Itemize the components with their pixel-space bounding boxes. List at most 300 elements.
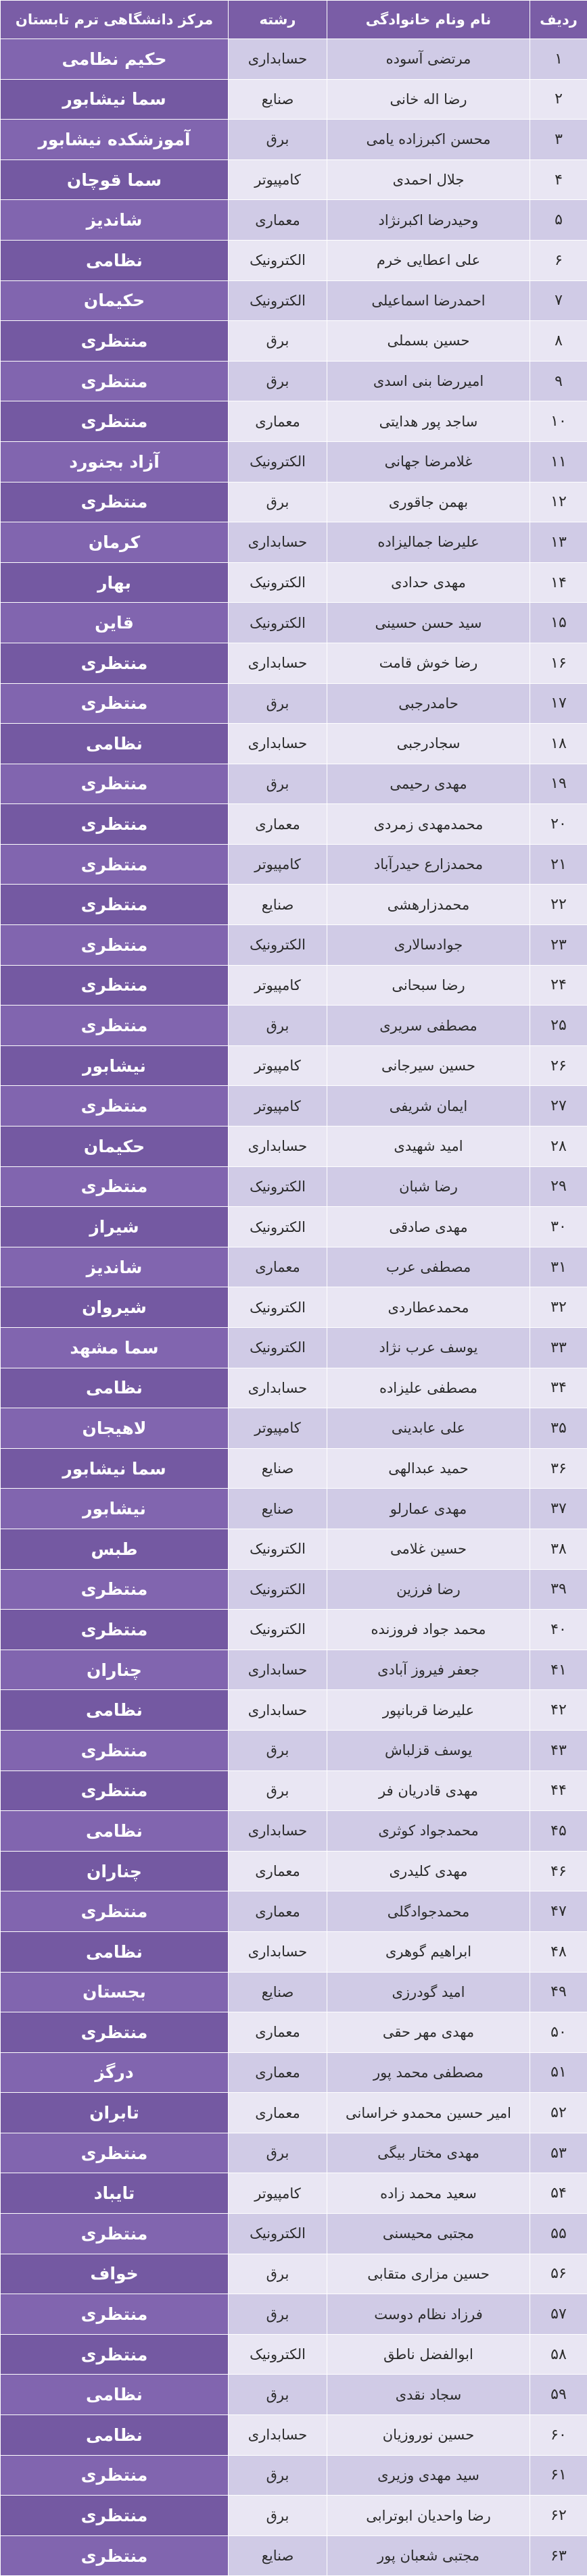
table-row (1, 482, 587, 522)
table-row (1, 1247, 587, 1287)
table-row (1, 1408, 587, 1449)
field-of-study: برق (229, 321, 327, 362)
table-row (1, 1529, 587, 1569)
university-center: شاندیز (1, 200, 229, 241)
university-center: نظامی (1, 2415, 229, 2456)
field-of-study: برق (229, 2496, 327, 2536)
university-center: منتظری (1, 844, 229, 885)
university-center: منتظری (1, 965, 229, 1006)
field-of-study: الکترونیک (229, 1328, 327, 1368)
table-row (1, 120, 587, 160)
university-center: سما مشهد (1, 1328, 229, 1368)
row-number: ۶۰ (530, 2415, 587, 2456)
table-row (1, 1811, 587, 1852)
table-row (1, 2375, 587, 2415)
field-of-study: برق (229, 2254, 327, 2294)
student-name: ساجد پور هدایتی (327, 401, 530, 442)
field-of-study: الکترونیک (229, 441, 327, 482)
header-name: نام ونام خانوادگی (327, 1, 530, 39)
row-number: ۳ (530, 120, 587, 160)
university-center: درگز (1, 2052, 229, 2093)
table-row (1, 2052, 587, 2093)
field-of-study: الکترونیک (229, 2214, 327, 2254)
university-center: بهار (1, 562, 229, 603)
row-number: ۲۱ (530, 844, 587, 885)
table-row (1, 562, 587, 603)
table-row (1, 1045, 587, 1086)
table-row (1, 2415, 587, 2456)
table-row (1, 2535, 587, 2576)
university-center: تایباد (1, 2173, 229, 2214)
university-center: حکیمان (1, 280, 229, 321)
row-number: ۳۸ (530, 1529, 587, 1569)
field-of-study: حسابداری (229, 2415, 327, 2456)
student-name: غلامرضا جهانی (327, 441, 530, 482)
university-center: منتظری (1, 683, 229, 724)
field-of-study: الکترونیک (229, 1529, 327, 1569)
table-row (1, 804, 587, 845)
university-center: چناران (1, 1851, 229, 1891)
student-name: محمدعطاردی (327, 1287, 530, 1328)
row-number: ۵۳ (530, 2133, 587, 2173)
student-name: مهدی قادریان فر (327, 1770, 530, 1811)
field-of-study: کامپیوتر (229, 159, 327, 200)
university-center: نظامی (1, 1690, 229, 1731)
university-center: منتظری (1, 643, 229, 683)
row-number: ۲۳ (530, 925, 587, 966)
field-of-study: صنایع (229, 1489, 327, 1529)
student-name: حسین مزاری متقابی (327, 2254, 530, 2294)
row-number: ۵۱ (530, 2052, 587, 2093)
student-name: جوادسالاری (327, 925, 530, 966)
table-row (1, 240, 587, 280)
university-center: منتظری (1, 804, 229, 845)
university-center: منتظری (1, 1086, 229, 1126)
table-row (1, 200, 587, 241)
table-row (1, 764, 587, 804)
student-name: ایمان شریفی (327, 1086, 530, 1126)
row-number: ۲۰ (530, 804, 587, 845)
table-row (1, 1569, 587, 1610)
row-number: ۴۳ (530, 1730, 587, 1770)
field-of-study: الکترونیک (229, 1287, 327, 1328)
table-row (1, 1972, 587, 2012)
table-row (1, 925, 587, 966)
table-row (1, 1851, 587, 1891)
table-row (1, 885, 587, 925)
university-center: منتظری (1, 925, 229, 966)
university-center: منتظری (1, 2294, 229, 2335)
student-name: مجتبی شعبان پور (327, 2535, 530, 2576)
row-number: ۶۱ (530, 2455, 587, 2496)
table-body (1, 39, 587, 2576)
field-of-study: معماری (229, 200, 327, 241)
university-center: نیشابور (1, 1045, 229, 1086)
university-center: تابران (1, 2093, 229, 2133)
table-row (1, 1126, 587, 1167)
row-number: ۵۸ (530, 2334, 587, 2375)
field-of-study: برق (229, 2294, 327, 2335)
university-center: لاهیجان (1, 1408, 229, 1449)
table-row (1, 159, 587, 200)
student-name: حسین نوروزیان (327, 2415, 530, 2456)
student-name: احمدرضا اسماعیلی (327, 280, 530, 321)
field-of-study: معماری (229, 1247, 327, 1287)
field-of-study: الکترونیک (229, 1166, 327, 1207)
student-name: رضا سبحانی (327, 965, 530, 1006)
table-row (1, 1610, 587, 1650)
student-name: رضا اله خانی (327, 79, 530, 120)
university-center: منتظری (1, 2535, 229, 2576)
university-center: منتظری (1, 2334, 229, 2375)
university-center: منتظری (1, 1569, 229, 1610)
student-name: علیرضا قربانپور (327, 1690, 530, 1731)
field-of-study: الکترونیک (229, 240, 327, 280)
field-of-study: کامپیوتر (229, 1086, 327, 1126)
university-center: آزاد بجنورد (1, 441, 229, 482)
student-name: محمدجواد کوثری (327, 1811, 530, 1852)
row-number: ۶۲ (530, 2496, 587, 2536)
university-center: منتظری (1, 2214, 229, 2254)
field-of-study: برق (229, 764, 327, 804)
field-of-study: حسابداری (229, 1931, 327, 1972)
university-center: آموزشکده نیشابور (1, 120, 229, 160)
table-row (1, 522, 587, 563)
university-center: منتظری (1, 2133, 229, 2173)
field-of-study: کامپیوتر (229, 965, 327, 1006)
student-name: یوسف عرب نژاد (327, 1328, 530, 1368)
university-center: نظامی (1, 1931, 229, 1972)
student-name: جعفر فیروز آبادی (327, 1650, 530, 1690)
student-name: فرزاد نظام دوست (327, 2294, 530, 2335)
table-row (1, 1650, 587, 1690)
field-of-study: صنایع (229, 1448, 327, 1489)
row-number: ۴۸ (530, 1931, 587, 1972)
row-number: ۵۲ (530, 2093, 587, 2133)
table-row (1, 844, 587, 885)
university-center: طبس (1, 1529, 229, 1569)
row-number: ۶۳ (530, 2535, 587, 2576)
university-center: نظامی (1, 1368, 229, 1408)
table-row (1, 2093, 587, 2133)
row-number: ۲۷ (530, 1086, 587, 1126)
table-row (1, 280, 587, 321)
row-number: ۱ (530, 39, 587, 80)
student-name: رضا فرزین (327, 1569, 530, 1610)
row-number: ۵۵ (530, 2214, 587, 2254)
student-name: محمدزارع حیدرآباد (327, 844, 530, 885)
table-row (1, 2294, 587, 2335)
table-row (1, 1931, 587, 1972)
university-center: منتظری (1, 482, 229, 522)
student-name: سجادرجبی (327, 724, 530, 764)
university-center: منتظری (1, 2012, 229, 2053)
table-row (1, 2173, 587, 2214)
student-name: محمد جواد فروزنده (327, 1610, 530, 1650)
university-center: نظامی (1, 724, 229, 764)
table-row (1, 1086, 587, 1126)
student-name: سید حسن حسینی (327, 603, 530, 643)
table-row (1, 39, 587, 80)
student-name: مهدی صادقی (327, 1207, 530, 1247)
table-row (1, 2012, 587, 2053)
university-center: منتظری (1, 1166, 229, 1207)
field-of-study: حسابداری (229, 522, 327, 563)
student-name: رضا شبان (327, 1166, 530, 1207)
row-number: ۵۹ (530, 2375, 587, 2415)
student-name: مجتبی محیسنی (327, 2214, 530, 2254)
table-row (1, 1730, 587, 1770)
row-number: ۸ (530, 321, 587, 362)
header-field: رشته (229, 1, 327, 39)
row-number: ۳۵ (530, 1408, 587, 1449)
university-center: شیروان (1, 1287, 229, 1328)
header-row (1, 1, 587, 39)
student-name: ابوالفضل ناطق (327, 2334, 530, 2375)
row-number: ۳۶ (530, 1448, 587, 1489)
table-row (1, 603, 587, 643)
student-name: مهدی مهر حقی (327, 2012, 530, 2053)
field-of-study: برق (229, 2375, 327, 2415)
row-number: ۱۴ (530, 562, 587, 603)
university-center: خواف (1, 2254, 229, 2294)
field-of-study: برق (229, 1006, 327, 1046)
university-center: حکیم نظامی (1, 39, 229, 80)
row-number: ۳۴ (530, 1368, 587, 1408)
university-center: نیشابور (1, 1489, 229, 1529)
field-of-study: برق (229, 120, 327, 160)
table-row (1, 1690, 587, 1731)
row-number: ۱۷ (530, 683, 587, 724)
university-center: منتظری (1, 1891, 229, 1932)
row-number: ۴۱ (530, 1650, 587, 1690)
university-center: کرمان (1, 522, 229, 563)
row-number: ۲۶ (530, 1045, 587, 1086)
student-name: مرتضی آسوده (327, 39, 530, 80)
student-name: مهدی عمارلو (327, 1489, 530, 1529)
row-number: ۲۵ (530, 1006, 587, 1046)
university-center: منتظری (1, 361, 229, 401)
table-row (1, 2334, 587, 2375)
row-number: ۴۶ (530, 1851, 587, 1891)
row-number: ۲۴ (530, 965, 587, 1006)
table-row (1, 965, 587, 1006)
student-name: مصطفی علیزاده (327, 1368, 530, 1408)
table-row (1, 724, 587, 764)
student-name: مصطفی سریری (327, 1006, 530, 1046)
table-row (1, 643, 587, 683)
field-of-study: معماری (229, 2052, 327, 2093)
university-center: شیراز (1, 1207, 229, 1247)
university-center: منتظری (1, 885, 229, 925)
field-of-study: الکترونیک (229, 603, 327, 643)
university-center: حکیمان (1, 1126, 229, 1167)
row-number: ۱۸ (530, 724, 587, 764)
row-number: ۵ (530, 200, 587, 241)
student-name: رضا واحدیان ابوترابی (327, 2496, 530, 2536)
field-of-study: کامپیوتر (229, 2173, 327, 2214)
row-number: ۴۷ (530, 1891, 587, 1932)
header-center: مرکز دانشگاهی ترم تابستان (1, 1, 229, 39)
table-header (1, 1, 587, 39)
field-of-study: صنایع (229, 885, 327, 925)
university-center: چناران (1, 1650, 229, 1690)
row-number: ۲۲ (530, 885, 587, 925)
student-name: سید مهدی وزیری (327, 2455, 530, 2496)
row-number: ۱۳ (530, 522, 587, 563)
field-of-study: الکترونیک (229, 562, 327, 603)
university-center: سما نیشابور (1, 79, 229, 120)
row-number: ۵۴ (530, 2173, 587, 2214)
row-number: ۲ (530, 79, 587, 120)
table-row (1, 1166, 587, 1207)
field-of-study: معماری (229, 1851, 327, 1891)
table-row (1, 1368, 587, 1408)
university-center: منتظری (1, 2496, 229, 2536)
student-name: محمدمهدی زمردی (327, 804, 530, 845)
row-number: ۲۹ (530, 1166, 587, 1207)
table-row (1, 1006, 587, 1046)
field-of-study: حسابداری (229, 724, 327, 764)
row-number: ۴۰ (530, 1610, 587, 1650)
row-number: ۴۴ (530, 1770, 587, 1811)
university-center: نظامی (1, 240, 229, 280)
student-name: حمید عبدالهی (327, 1448, 530, 1489)
university-center: منتظری (1, 1770, 229, 1811)
university-center: نظامی (1, 1811, 229, 1852)
university-center: سما نیشابور (1, 1448, 229, 1489)
student-name: ابراهیم گوهری (327, 1931, 530, 1972)
student-name: امیررضا بنی اسدی (327, 361, 530, 401)
table-row (1, 321, 587, 362)
field-of-study: حسابداری (229, 643, 327, 683)
field-of-study: صنایع (229, 2535, 327, 2576)
field-of-study: حسابداری (229, 39, 327, 80)
field-of-study: الکترونیک (229, 1610, 327, 1650)
field-of-study: حسابداری (229, 1690, 327, 1731)
table-row (1, 361, 587, 401)
university-center: منتظری (1, 1006, 229, 1046)
field-of-study: کامپیوتر (229, 1045, 327, 1086)
header-number: ردیف (530, 1, 587, 39)
field-of-study: برق (229, 1730, 327, 1770)
field-of-study: حسابداری (229, 1650, 327, 1690)
row-number: ۳۰ (530, 1207, 587, 1247)
field-of-study: الکترونیک (229, 1207, 327, 1247)
field-of-study: معماری (229, 401, 327, 442)
student-name: وحیدرضا اکبرنژاد (327, 200, 530, 241)
row-number: ۴۲ (530, 1690, 587, 1731)
field-of-study: معماری (229, 2093, 327, 2133)
field-of-study: حسابداری (229, 1126, 327, 1167)
field-of-study: کامپیوتر (229, 844, 327, 885)
table-row (1, 2214, 587, 2254)
table-row (1, 1207, 587, 1247)
field-of-study: برق (229, 1770, 327, 1811)
student-name: حسین سیرجانی (327, 1045, 530, 1086)
row-number: ۱۲ (530, 482, 587, 522)
field-of-study: صنایع (229, 1972, 327, 2012)
student-name: حسین غلامی (327, 1529, 530, 1569)
table-row (1, 1287, 587, 1328)
student-name: حسین بسملی (327, 321, 530, 362)
table-row (1, 441, 587, 482)
row-number: ۳۲ (530, 1287, 587, 1328)
row-number: ۵۷ (530, 2294, 587, 2335)
student-name: علیرضا جمالیزاده (327, 522, 530, 563)
student-name: مصطفی محمد پور (327, 2052, 530, 2093)
student-name: امید شهیدی (327, 1126, 530, 1167)
table-row (1, 79, 587, 120)
student-name: سعید محمد زاده (327, 2173, 530, 2214)
field-of-study: معماری (229, 1891, 327, 1932)
student-name: امیر حسین محمدو خراسانی (327, 2093, 530, 2133)
university-center: بجستان (1, 1972, 229, 2012)
student-name: حامدرجبی (327, 683, 530, 724)
student-name: محمدجوادگلی (327, 1891, 530, 1932)
student-name: مهدی مختار بیگی (327, 2133, 530, 2173)
student-name: جلال احمدی (327, 159, 530, 200)
university-center: منتظری (1, 1610, 229, 1650)
row-number: ۴ (530, 159, 587, 200)
university-center: منتظری (1, 764, 229, 804)
field-of-study: صنایع (229, 79, 327, 120)
table-row (1, 1489, 587, 1529)
student-name: امید گودرزی (327, 1972, 530, 2012)
field-of-study: معماری (229, 804, 327, 845)
student-name: علی اعطایی خرم (327, 240, 530, 280)
row-number: ۲۸ (530, 1126, 587, 1167)
student-name: مهدی حدادی (327, 562, 530, 603)
table-row (1, 2455, 587, 2496)
row-number: ۵۶ (530, 2254, 587, 2294)
field-of-study: الکترونیک (229, 1569, 327, 1610)
row-number: ۶ (530, 240, 587, 280)
row-number: ۷ (530, 280, 587, 321)
student-name: محمدزارهشی (327, 885, 530, 925)
table-row (1, 1770, 587, 1811)
field-of-study: معماری (229, 2012, 327, 2053)
field-of-study: الکترونیک (229, 925, 327, 966)
table-row (1, 401, 587, 442)
field-of-study: کامپیوتر (229, 1408, 327, 1449)
student-name: بهمن جاقوری (327, 482, 530, 522)
student-name: مصطفی عرب (327, 1247, 530, 1287)
row-number: ۴۵ (530, 1811, 587, 1852)
table-row (1, 2496, 587, 2536)
student-name: مهدی رحیمی (327, 764, 530, 804)
student-name: رضا خوش قامت (327, 643, 530, 683)
student-name: محسن اکبرزاده یامی (327, 120, 530, 160)
table-row (1, 1448, 587, 1489)
field-of-study: برق (229, 2133, 327, 2173)
row-number: ۴۹ (530, 1972, 587, 2012)
row-number: ۹ (530, 361, 587, 401)
student-name: یوسف قزلباش (327, 1730, 530, 1770)
university-center: منتظری (1, 321, 229, 362)
field-of-study: برق (229, 361, 327, 401)
field-of-study: برق (229, 2455, 327, 2496)
university-center: نظامی (1, 2375, 229, 2415)
student-name: سجاد نقدی (327, 2375, 530, 2415)
table-row (1, 1891, 587, 1932)
table-row (1, 2133, 587, 2173)
table-row (1, 683, 587, 724)
university-center: منتظری (1, 401, 229, 442)
field-of-study: برق (229, 683, 327, 724)
field-of-study: الکترونیک (229, 2334, 327, 2375)
field-of-study: حسابداری (229, 1811, 327, 1852)
